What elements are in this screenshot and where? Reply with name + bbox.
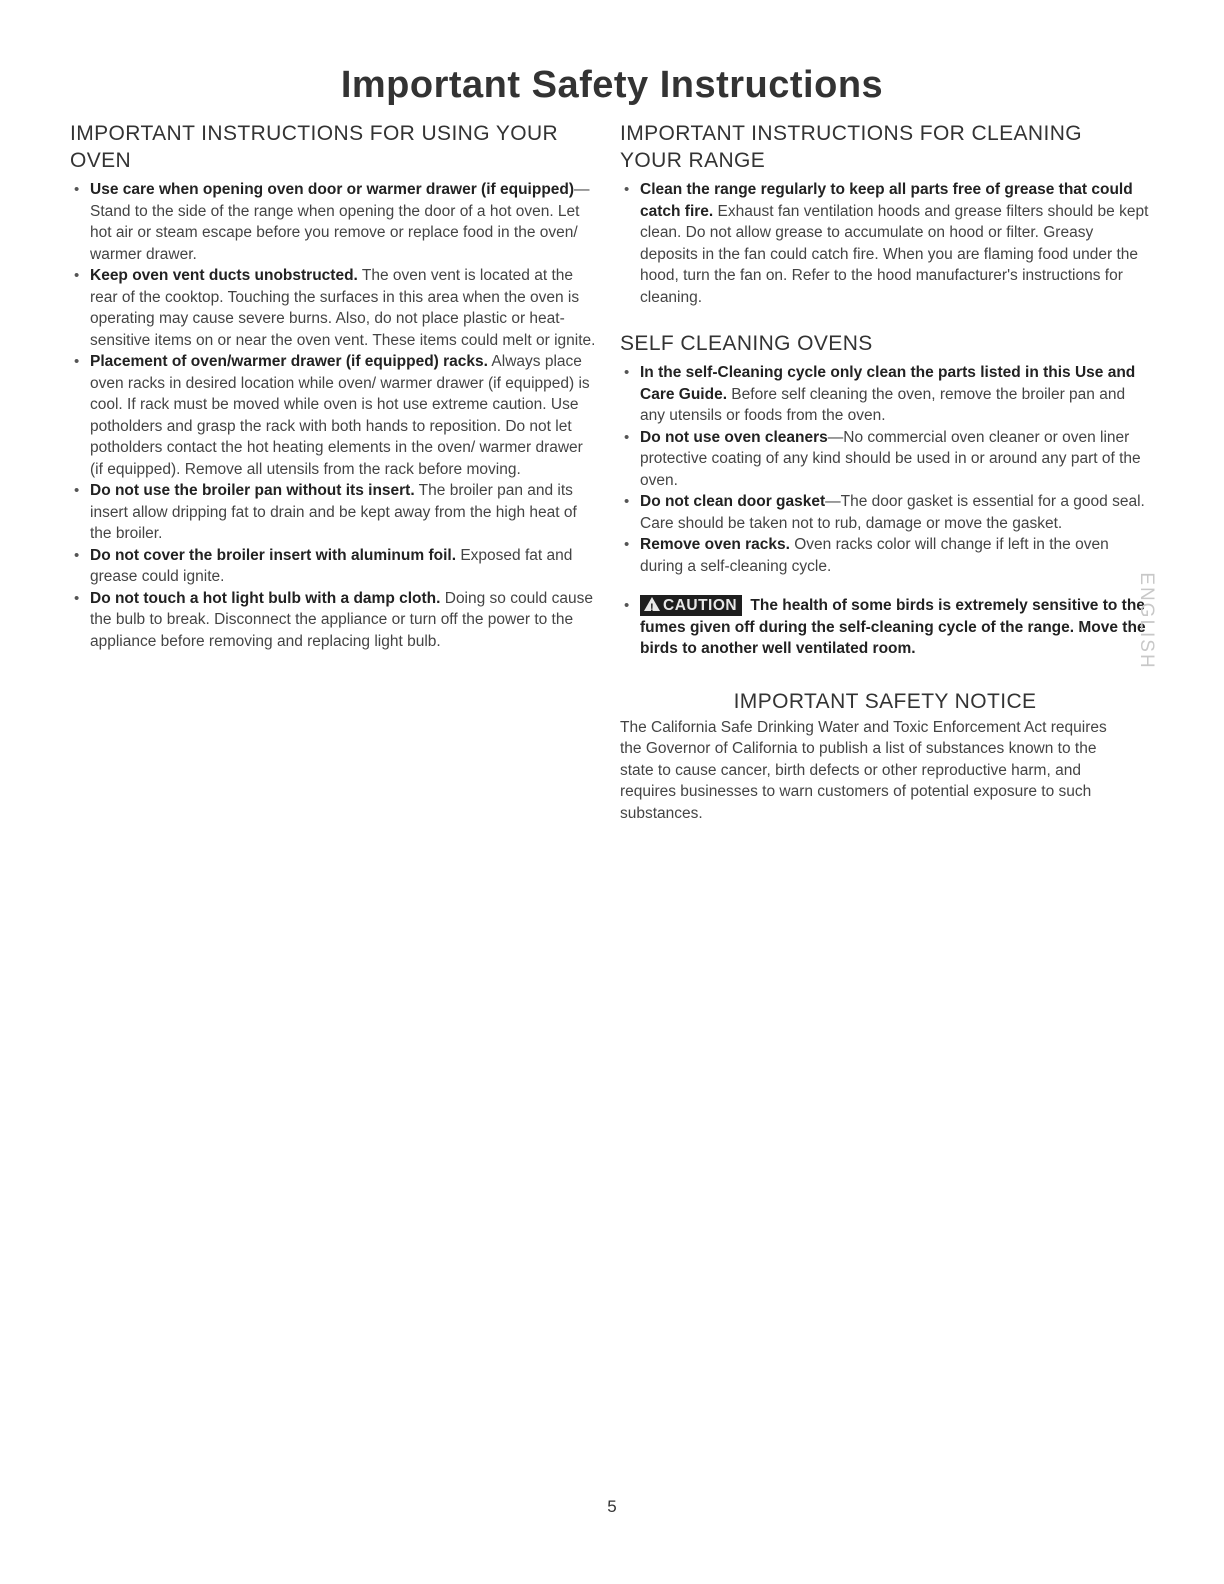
bullet-icon: •	[624, 536, 630, 553]
list-item	[620, 534, 1150, 577]
list-item	[70, 545, 600, 588]
caution-text: The health of some birds is extremely sensitive to the fumes given off during the self-cleaning cycle of the range. Move the birds to another well ventilated room.	[640, 597, 1146, 657]
right-column	[620, 120, 1150, 824]
item-text: Before self cleaning the oven, remove the broiler pan and any utensils or foods from the oven.	[640, 385, 1126, 424]
language-label: ENGLISH	[1136, 572, 1157, 670]
item-text: Oven racks color will change if left in the oven during a self-cleaning cycle.	[640, 536, 1109, 575]
language-side-tab	[1128, 556, 1164, 686]
using-oven-list	[70, 179, 600, 652]
item-lead: Clean the range regularly to keep all parts free of grease that could catch fire.	[640, 181, 1133, 220]
item-lead: Do not touch a hot light bulb with a damp cloth.	[90, 589, 441, 607]
item-lead: Do not cover the broiler insert with aluminum foil.	[90, 546, 457, 564]
item-lead: Placement of oven/warmer drawer (if equipped) racks.	[90, 353, 488, 370]
warning-triangle-icon	[644, 597, 660, 611]
list-item	[620, 362, 1150, 427]
bullet-icon: •	[74, 546, 80, 564]
list-item	[70, 588, 600, 653]
item-lead: Keep oven vent ducts unobstructed.	[90, 267, 358, 284]
item-lead: Use care when opening oven door or warmer drawer (if equipped)	[90, 181, 575, 198]
self-cleaning-list	[620, 362, 1150, 660]
item-text: Always place oven racks in desired location while oven/ warmer drawer (if equipped) is cool. If rack must be moved while oven is hot use extreme caution. Use potholders and grasp the rack with both hands to reposition. Do not let potholders contact the hot heating elements in the oven/ warmer drawer (if equipped). Remove all utensils from the rack before moving.	[90, 353, 590, 478]
item-lead: In the self-Cleaning cycle only clean the parts listed in this Use and Care Guide.	[640, 364, 1136, 403]
list-item	[70, 265, 600, 351]
item-text: Exposed fat and grease could ignite.	[90, 546, 573, 585]
bullet-icon: •	[74, 181, 80, 198]
item-text: —The door gasket is essential for a good seal. Care should be taken not to rub, damage or move the gasket.	[640, 493, 1145, 532]
page-number: 5	[607, 1497, 617, 1516]
item-lead: Do not use the broiler pan without its insert.	[90, 482, 415, 499]
safety-notice-body: The California Safe Drinking Water and Toxic Enforcement Act requires the Governor of California to publish a list of substances known to the state to cause cancer, birth defects or other reproductive harm, and requires businesses to warn customers of potential exposure to such substances.	[620, 718, 1107, 822]
bullet-icon: •	[74, 353, 80, 370]
item-text: The oven vent is located at the rear of the cooktop. Touching the surfaces in this area when the oven is operating may cause severe burns. Also, do not place plastic or heat-sensitive items on or near the oven vent. These items could melt or ignite.	[90, 267, 596, 349]
bullet-icon: •	[74, 267, 80, 284]
bullet-icon: •	[624, 493, 630, 510]
list-item	[70, 480, 600, 545]
item-lead: Do not use oven cleaners	[640, 428, 828, 446]
list-item	[620, 427, 1150, 492]
bullet-icon: •	[624, 364, 630, 381]
item-text: Doing so could cause the bulb to break. Disconnect the appliance or turn off the power to the appliance before removing and replacing light bulb.	[90, 589, 593, 650]
item-text: —No commercial oven cleaner or oven liner protective coating of any kind should be used in or around any part of the oven.	[640, 428, 1141, 489]
using-oven-heading: IMPORTANT INSTRUCTIONS FOR USING YOUR OVEN	[70, 122, 559, 172]
bullet-icon: •	[624, 597, 630, 614]
item-lead: Do not clean door gasket	[640, 493, 826, 510]
cleaning-range-heading: IMPORTANT INSTRUCTIONS FOR CLEANING YOUR RANGE	[620, 122, 1083, 172]
item-text: Exhaust fan ventilation hoods and grease filters should be kept clean. Do not allow grease to accumulate on hood or filter. Greasy deposits in the fan could catch fire. When you are flaming food under the hood, turn the fan on. Refer to the hood manufacturer's instructions for cleaning.	[640, 202, 1149, 306]
caution-badge	[640, 595, 742, 616]
page-title: Important Safety Instructions	[340, 64, 884, 106]
self-cleaning-heading: SELF CLEANING OVENS	[620, 332, 873, 355]
bullet-icon: •	[74, 482, 80, 499]
bullet-icon: •	[624, 181, 630, 198]
item-lead: Remove oven racks.	[640, 536, 790, 553]
bullet-icon: •	[624, 428, 630, 446]
item-text: The broiler pan and its insert allow dripping fat to drain and be kept away from the high heat of the broiler.	[90, 482, 577, 542]
caution-item	[620, 595, 1150, 660]
list-item	[620, 179, 1150, 308]
cleaning-range-list	[620, 179, 1150, 308]
list-item	[70, 179, 600, 265]
safety-notice-heading: IMPORTANT SAFETY NOTICE	[733, 689, 1037, 713]
item-text: —Stand to the side of the range when opening the door of a hot oven. Let hot air or steam escape before you remove or replace food in the oven/ warmer drawer.	[90, 181, 590, 263]
left-column	[70, 120, 600, 652]
bullet-icon: •	[74, 589, 80, 607]
list-item	[70, 351, 600, 480]
caution-label: CAUTION	[663, 597, 738, 614]
safety-notice	[620, 690, 1150, 825]
list-item	[620, 491, 1150, 534]
